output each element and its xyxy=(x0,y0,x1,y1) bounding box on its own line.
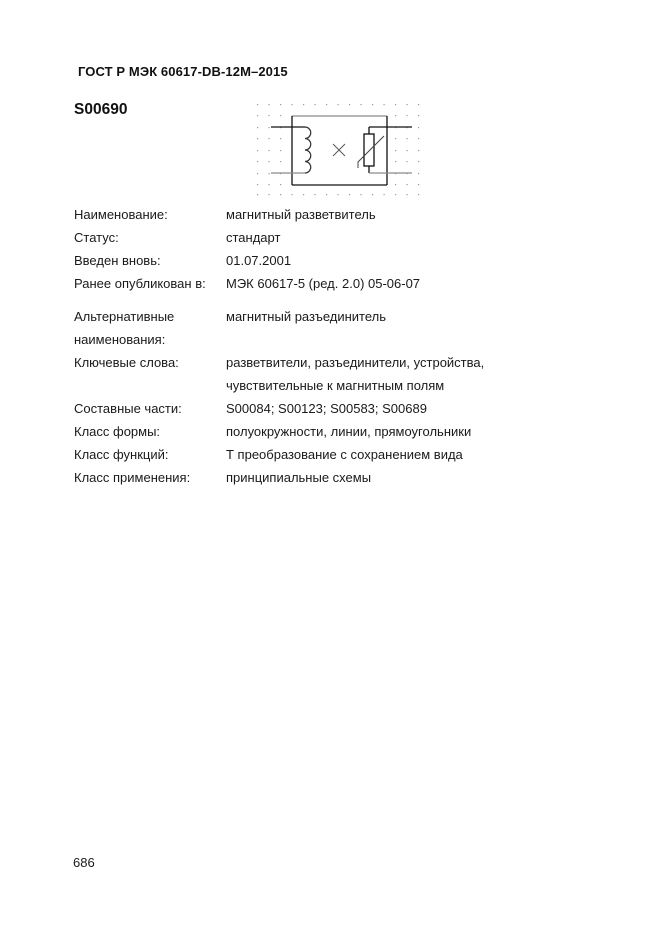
inductor-coil-icon xyxy=(305,127,311,173)
property-value xyxy=(226,351,594,397)
property-components xyxy=(74,397,594,420)
property-value-line: полуокружности, линии, прямоугольники xyxy=(226,424,472,439)
property-label xyxy=(74,305,226,351)
property-value-line: принципиальные схемы xyxy=(226,470,372,485)
symbol-id: S00690 xyxy=(74,101,128,118)
symbol-figure xyxy=(250,98,430,200)
property-value-line: S00084; S00123; S00583; S00689 xyxy=(226,401,427,416)
variable-resistor-icon xyxy=(358,127,412,173)
property-value xyxy=(226,305,594,328)
property-value xyxy=(226,249,594,272)
property-label: Ключевые слова: xyxy=(74,355,179,370)
property-name xyxy=(74,203,594,226)
property-label-line: Альтернативные xyxy=(74,309,175,324)
property-label-line: наименования: xyxy=(74,332,166,347)
property-label: Ранее опубликован в: xyxy=(74,276,206,291)
property-keywords xyxy=(74,351,594,397)
property-application-class xyxy=(74,466,594,489)
property-value xyxy=(226,466,594,489)
property-value xyxy=(226,397,594,420)
page-number: 686 xyxy=(73,855,95,870)
property-value-line: 01.07.2001 xyxy=(226,253,292,268)
property-value xyxy=(226,420,594,443)
property-label: Класс формы: xyxy=(74,424,161,439)
cross-mark-icon xyxy=(333,144,345,156)
document-standard-title: ГОСТ Р МЭК 60617-DB-12M–2015 xyxy=(78,64,288,79)
property-value xyxy=(226,272,594,295)
property-value xyxy=(226,203,594,226)
property-label: Наименование: xyxy=(74,207,168,222)
property-value-line: Т преобразование с сохранением вида xyxy=(226,447,463,462)
input-wires-icon xyxy=(271,127,305,173)
property-previously-published xyxy=(74,272,594,295)
property-value xyxy=(226,443,594,466)
property-value-line: МЭК 60617-5 (ред. 2.0) 05-06-07 xyxy=(226,276,421,291)
property-value-line: чувствительные к магнитным полям xyxy=(226,378,445,393)
property-value-line: разветвители, разъединители, устройства, xyxy=(226,355,485,370)
property-introduced xyxy=(74,249,594,272)
property-label: Статус: xyxy=(74,230,119,245)
property-value-line: магнитный разъединитель xyxy=(226,309,387,324)
property-shape-class xyxy=(74,420,594,443)
property-label: Составные части: xyxy=(74,401,182,416)
property-value-line: стандарт xyxy=(226,230,281,245)
property-label: Класс функций: xyxy=(74,447,169,462)
property-alternative-names xyxy=(74,305,594,351)
property-label: Введен вновь: xyxy=(74,253,161,268)
property-function-class xyxy=(74,443,594,466)
property-value-line: магнитный разветвитель xyxy=(226,207,376,222)
property-status xyxy=(74,226,594,249)
property-label: Класс применения: xyxy=(74,470,191,485)
symbol-properties xyxy=(74,203,594,489)
property-value xyxy=(226,226,594,249)
